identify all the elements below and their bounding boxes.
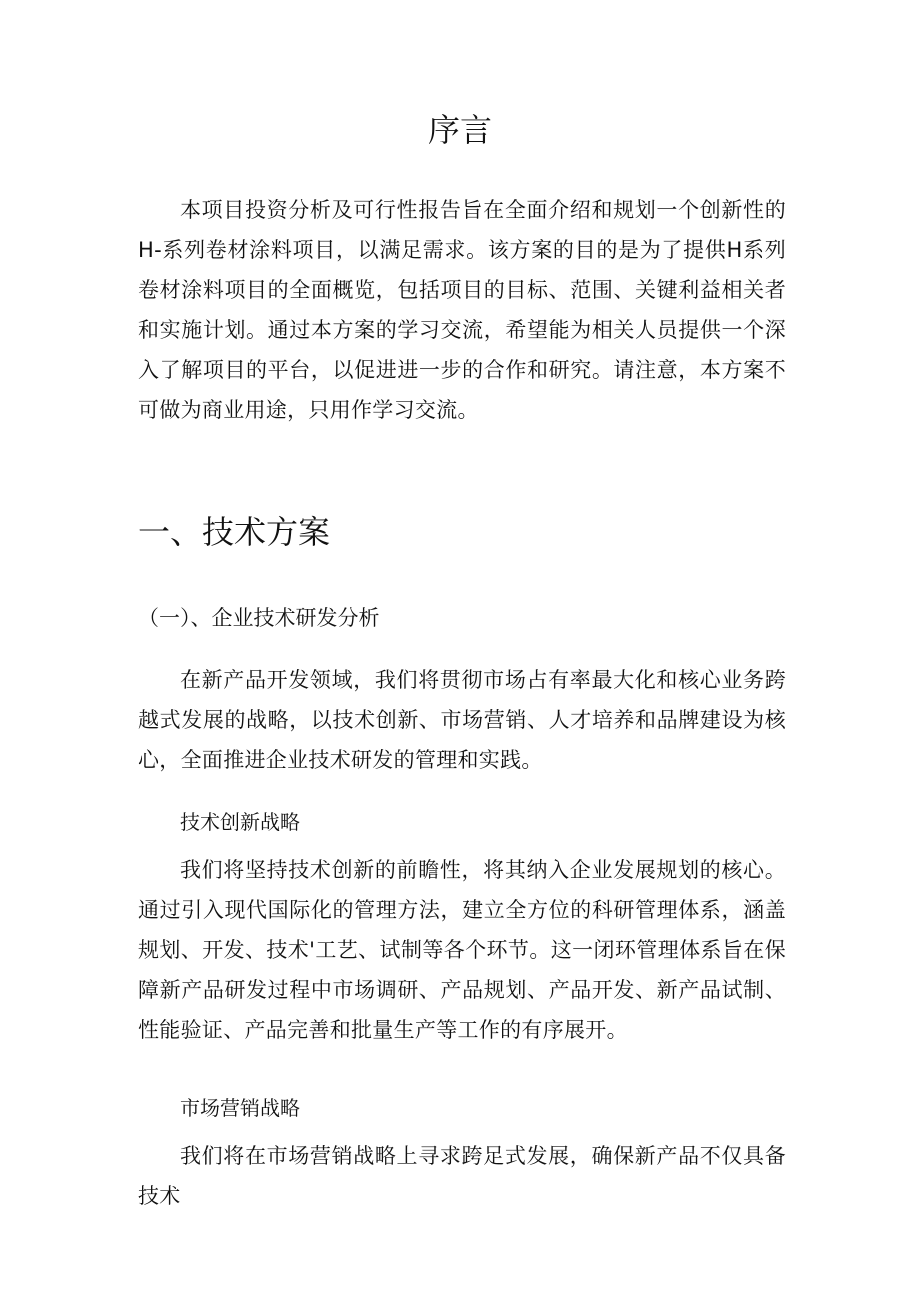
marketing-strategy-title: 市场营销战略 bbox=[180, 1096, 300, 1120]
preface-title: 序言 bbox=[427, 111, 492, 149]
preface-paragraph: 本项目投资分析及可行性报告旨在全面介绍和规划一个创新性的H-系列卷材涂料项目，以满足需求。该方案的目的是为了提供H系列卷材涂料项目的全面概览，包括项目的目标、范围、关键利益相关者和实施计划。通过本方案的学习交流，希望能为相关人员提供一个深入了解项目的平台，以促进进一步的合作和研究。请注意，本方案不可做为商业用途，只用作学习交流。 bbox=[138, 198, 786, 422]
marketing-strategy-paragraph: 我们将在市场营销战略上寻求跨足式发展，确保新产品不仅具备技术 bbox=[138, 1144, 786, 1208]
section-heading-technical-plan: 一、技术方案 bbox=[138, 513, 331, 551]
tech-innovation-strategy-paragraph: 我们将坚持技术创新的前瞻性，将其纳入企业发展规划的核心。通过引入现代国际化的管理方法，建立全方位的科研管理体系，涵盖规划、开发、技术'工艺、试制等各个环节。这一闭环管理体系旨在保障新产品研发过程中市场调研、产品规划、产品开发、新产品试制、性能验证、产品完善和批量生产等工作的有序展开。 bbox=[138, 858, 786, 1042]
tech-innovation-strategy-title: 技术创新战略 bbox=[180, 810, 300, 834]
subsection-heading-rd-analysis: （一）、企业技术研发分析 bbox=[138, 606, 380, 630]
rd-intro-paragraph: 在新产品开发领域，我们将贯彻市场占有率最大化和核心业务跨越式发展的战略，以技术创新、市场营销、人才培养和品牌建设为核心，全面推进企业技术研发的管理和实践。 bbox=[138, 668, 786, 772]
